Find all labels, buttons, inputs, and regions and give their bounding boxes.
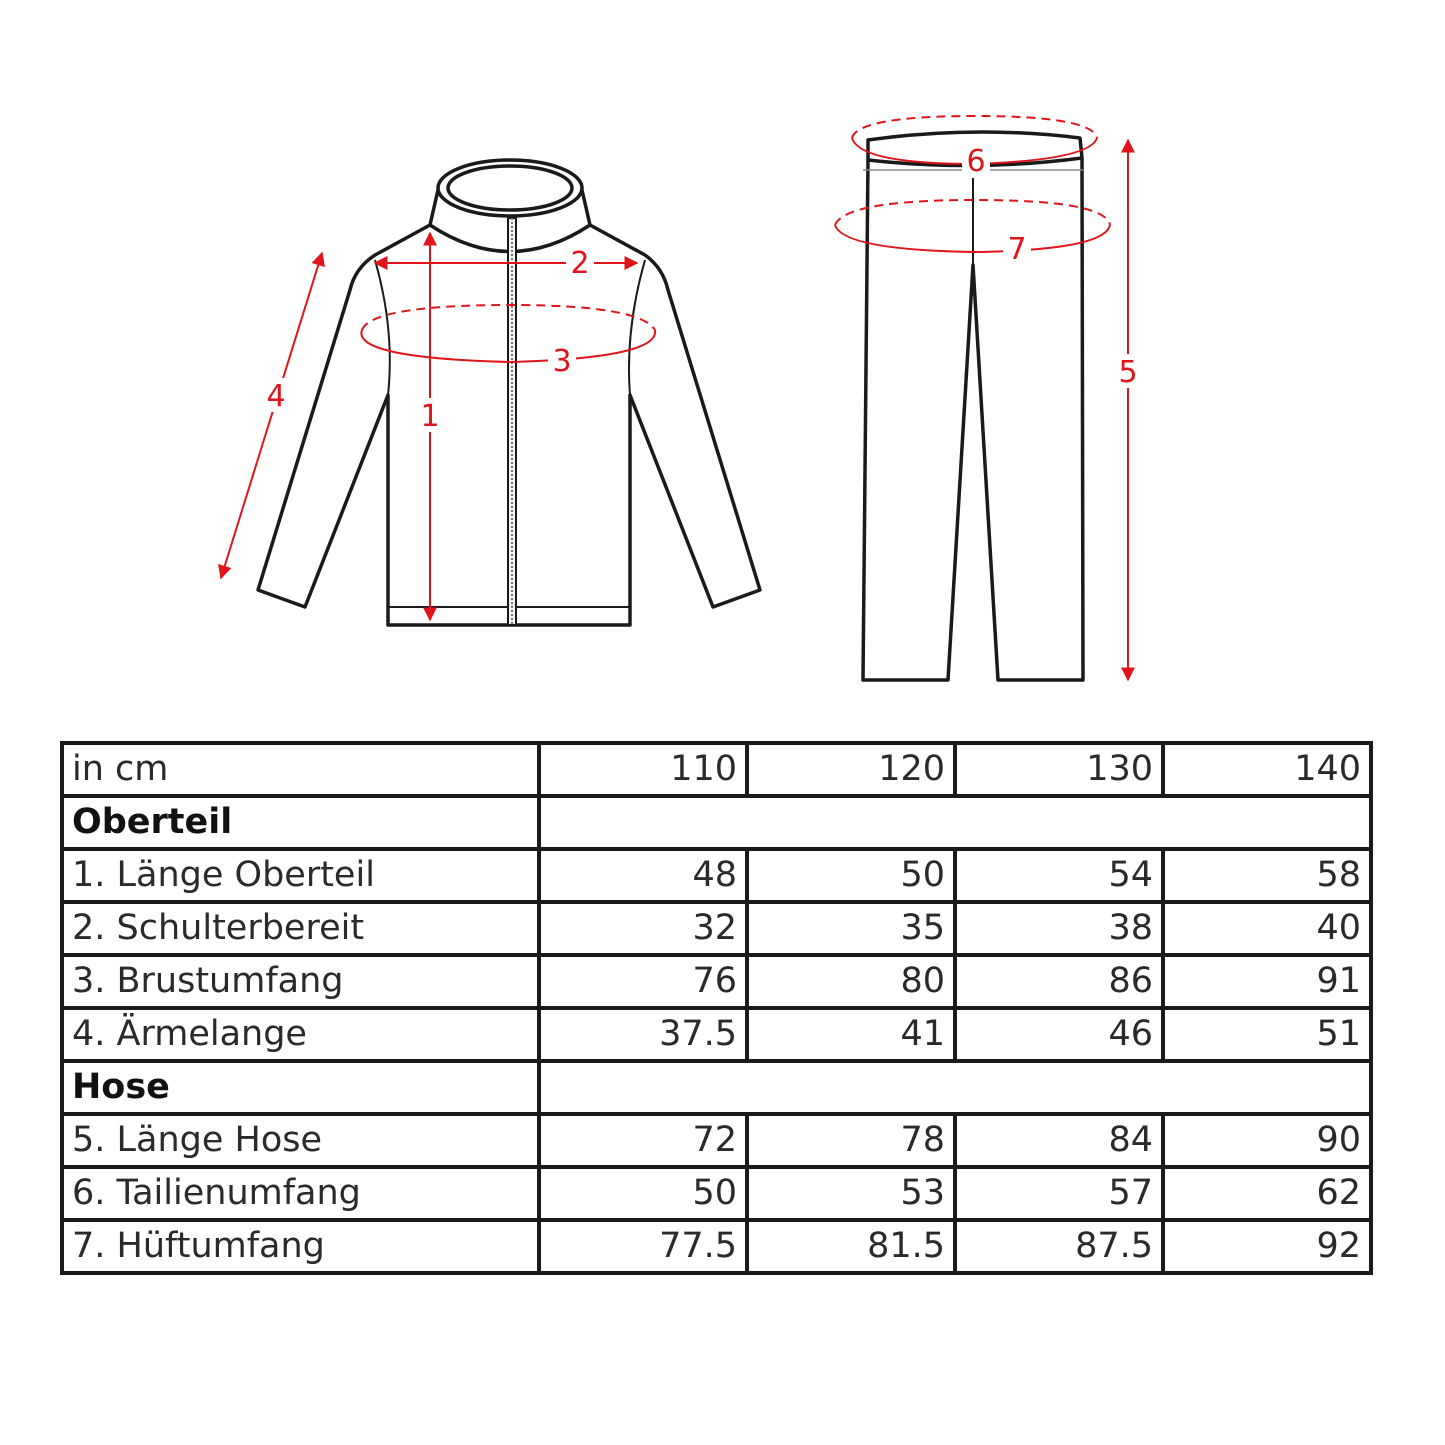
pants-illustration — [863, 132, 1083, 680]
row-value: 50 — [539, 1167, 747, 1220]
row-value: 37.5 — [539, 1008, 747, 1061]
row-value: 72 — [539, 1114, 747, 1167]
section-title: Oberteil — [62, 796, 539, 849]
row-value: 76 — [539, 955, 747, 1008]
row-value: 35 — [747, 902, 955, 955]
marker-5-label: 5 — [1118, 355, 1138, 390]
table-row — [62, 955, 1371, 1008]
row-value: 87.5 — [955, 1220, 1163, 1273]
row-value: 50 — [747, 849, 955, 902]
table-header-row — [62, 743, 1371, 796]
row-value: 41 — [747, 1008, 955, 1061]
row-value: 86 — [955, 955, 1163, 1008]
table-row — [62, 1114, 1371, 1167]
row-label: 6. Tailienumfang — [62, 1167, 539, 1220]
table-row — [62, 1220, 1371, 1273]
measurement-diagram — [0, 0, 1445, 720]
section-spacer — [539, 1061, 1371, 1114]
marker-1-label: 1 — [420, 399, 440, 434]
row-value: 78 — [747, 1114, 955, 1167]
row-value: 62 — [1163, 1167, 1371, 1220]
row-label: 3. Brustumfang — [62, 955, 539, 1008]
row-value: 57 — [955, 1167, 1163, 1220]
table-row — [62, 1167, 1371, 1220]
jacket-illustration — [258, 160, 760, 625]
marker-3-label: 3 — [552, 344, 572, 379]
row-value: 53 — [747, 1167, 955, 1220]
row-value: 84 — [955, 1114, 1163, 1167]
row-value: 54 — [955, 849, 1163, 902]
row-label: 4. Ärmelange — [62, 1008, 539, 1061]
jacket-collar-opening — [448, 166, 572, 210]
row-value: 46 — [955, 1008, 1163, 1061]
row-value: 38 — [955, 902, 1163, 955]
pants-marker-labels — [962, 144, 1142, 390]
row-label: 2. Schulterbereit — [62, 902, 539, 955]
row-label: 1. Länge Oberteil — [62, 849, 539, 902]
jacket-collar-rim — [438, 160, 582, 216]
row-value: 77.5 — [539, 1220, 747, 1273]
marker-6-label: 6 — [966, 144, 986, 179]
size-header: 110 — [539, 743, 747, 796]
size-header: 120 — [747, 743, 955, 796]
table-row — [62, 1008, 1371, 1061]
jacket-left-sleeve-seam — [375, 260, 390, 395]
section-spacer — [539, 796, 1371, 849]
marker-7-label: 7 — [1007, 232, 1027, 267]
row-value: 51 — [1163, 1008, 1371, 1061]
row-label: 5. Länge Hose — [62, 1114, 539, 1167]
row-value: 90 — [1163, 1114, 1371, 1167]
marker-4-label: 4 — [266, 379, 286, 414]
marker-4-line — [221, 253, 322, 578]
section-title: Hose — [62, 1061, 539, 1114]
size-header: 130 — [955, 743, 1163, 796]
unit-label: in cm — [62, 743, 539, 796]
section-row-oberteil — [62, 796, 1371, 849]
section-row-hose — [62, 1061, 1371, 1114]
row-value: 81.5 — [747, 1220, 955, 1273]
row-value: 58 — [1163, 849, 1371, 902]
row-label: 7. Hüftumfang — [62, 1220, 539, 1273]
row-value: 32 — [539, 902, 747, 955]
marker-2-label: 2 — [570, 246, 590, 281]
row-value: 80 — [747, 955, 955, 1008]
row-value: 40 — [1163, 902, 1371, 955]
table-row — [62, 849, 1371, 902]
row-value: 91 — [1163, 955, 1371, 1008]
size-table — [60, 741, 1373, 1275]
size-header: 140 — [1163, 743, 1371, 796]
table-row — [62, 902, 1371, 955]
row-value: 48 — [539, 849, 747, 902]
jacket-right-sleeve-seam — [629, 260, 645, 395]
jacket-marker-labels — [262, 246, 594, 434]
row-value: 92 — [1163, 1220, 1371, 1273]
